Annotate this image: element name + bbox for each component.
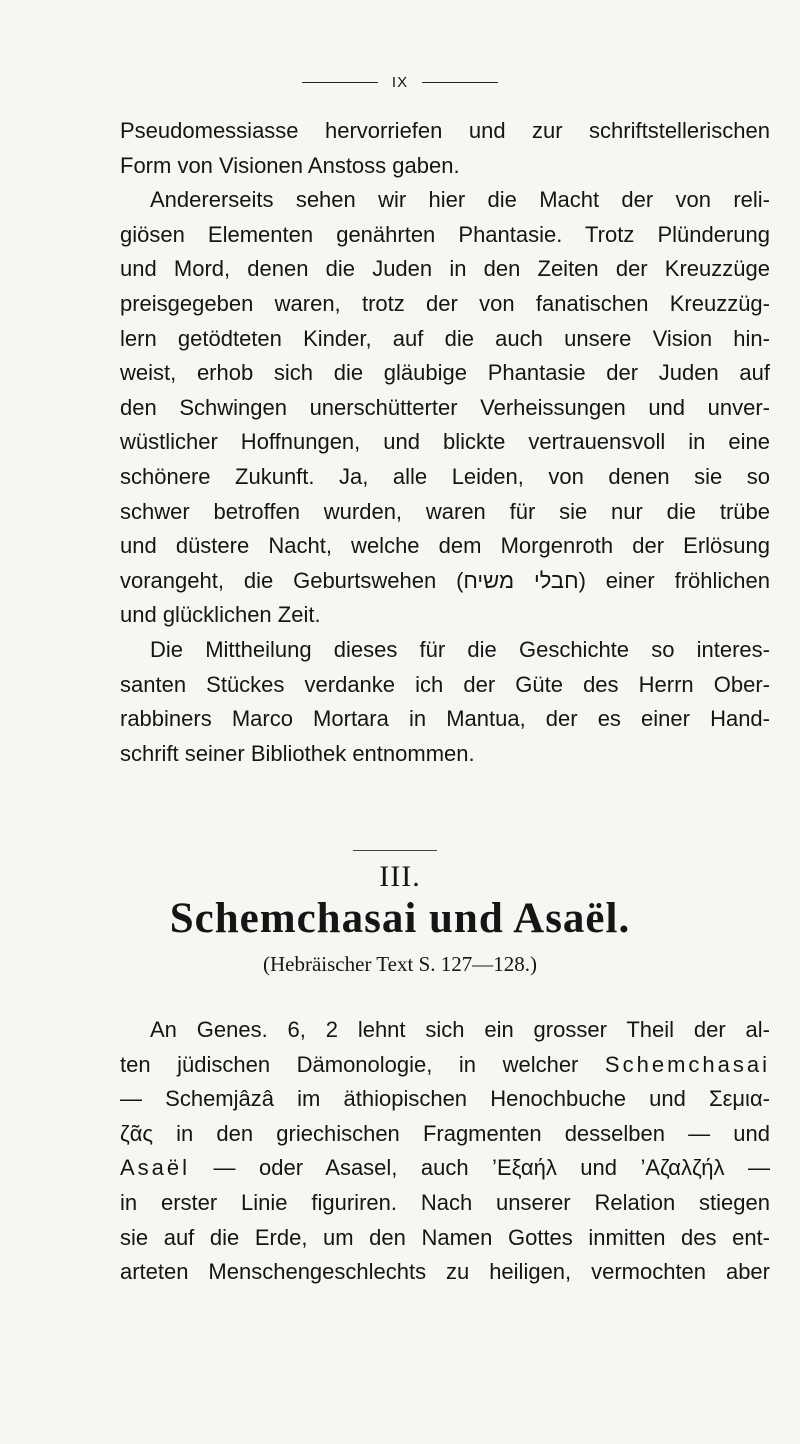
text-line: Andererseits sehen wir hier die Macht der von reli- bbox=[150, 187, 770, 213]
text-line: weist, erhob sich die gläubige Phantasie der Juden auf bbox=[120, 360, 770, 386]
text-line: arteten Menschengeschlechts zu heiligen, vermochten aber bbox=[120, 1259, 770, 1285]
text-line: schrift seiner Bibliothek entnommen. bbox=[120, 740, 475, 766]
text-line: sie auf die Erde, um den Namen Gottes inmitten des ent- bbox=[120, 1224, 770, 1250]
text-line: ζᾶς in den griechischen Fragmenten desselben — und bbox=[120, 1120, 770, 1146]
intro-paragraphs bbox=[120, 114, 770, 771]
section-subtitle: (Hebräischer Text S. 127—128.) bbox=[263, 952, 537, 976]
text-line: preisgegeben waren, trotz der von fanatischen Kreuzzüg- bbox=[120, 290, 770, 316]
section-number: III. bbox=[379, 860, 421, 893]
text-line: den Schwingen unerschütterter Verheissungen und unver- bbox=[120, 394, 770, 420]
text-line: vorangeht, die Geburtswehen (חבלי משיח) einer fröhlichen bbox=[120, 567, 770, 593]
text-line: An Genes. 6, 2 lehnt sich ein grosser Theil der al- bbox=[150, 1017, 770, 1042]
text-line bbox=[120, 1048, 770, 1083]
text-line: in erster Linie figuriren. Nach unserer Relation stiegen bbox=[120, 1189, 770, 1215]
text-span: — oder Asasel, auch ’Εξαήλ und ’Αζαλζήλ — bbox=[190, 1155, 770, 1181]
text-line: und düstere Nacht, welche dem Morgenroth der Erlösung bbox=[120, 533, 770, 559]
text-line: schönere Zukunft. Ja, alle Leiden, von denen sie so bbox=[120, 463, 770, 489]
page-header bbox=[0, 74, 800, 91]
text-line: rabbiners Marco Mortara in Mantua, der es einer Hand- bbox=[120, 706, 770, 732]
section-body bbox=[120, 1013, 770, 1290]
header-rule-right bbox=[422, 82, 498, 83]
section-divider bbox=[353, 850, 437, 851]
text-line: giösen Elementen genährten Phantasie. Trotz Plünderung bbox=[120, 221, 770, 247]
text-span: ten jüdischen Dämonologie, in welcher bbox=[120, 1051, 605, 1077]
text-line: und glücklichen Zeit. bbox=[120, 602, 321, 628]
text-line: und Mord, denen die Juden in den Zeiten der Kreuzzüge bbox=[120, 256, 770, 282]
text-line bbox=[120, 1151, 770, 1186]
text-line: schwer betroffen wurden, waren für sie nur die trübe bbox=[120, 498, 770, 524]
text-line: — Schemjâzâ im äthiopischen Henochbuche und Σεμια- bbox=[120, 1086, 770, 1112]
spaced-name: Schemchasai bbox=[604, 1051, 770, 1077]
section-title: Schemchasai und Asaël. bbox=[169, 895, 631, 942]
page-number: IX bbox=[391, 74, 409, 91]
spaced-name: Asaël bbox=[120, 1155, 191, 1181]
text-line: wüstlicher Hoffnungen, und blickte vertrauensvoll in eine bbox=[120, 429, 770, 455]
text-line: Pseudomessiasse hervorriefen und zur schriftstellerischen bbox=[120, 118, 770, 143]
text-line: Die Mittheilung dieses für die Geschichte so interes- bbox=[150, 636, 770, 662]
text-line: santen Stückes verdanke ich der Güte des Herrn Ober- bbox=[120, 671, 770, 697]
text-line: Form von Visionen Anstoss gaben. bbox=[120, 152, 460, 178]
header-rule-left bbox=[302, 82, 378, 83]
text-line: lern getödteten Kinder, auf die auch unsere Vision hin- bbox=[120, 325, 770, 351]
